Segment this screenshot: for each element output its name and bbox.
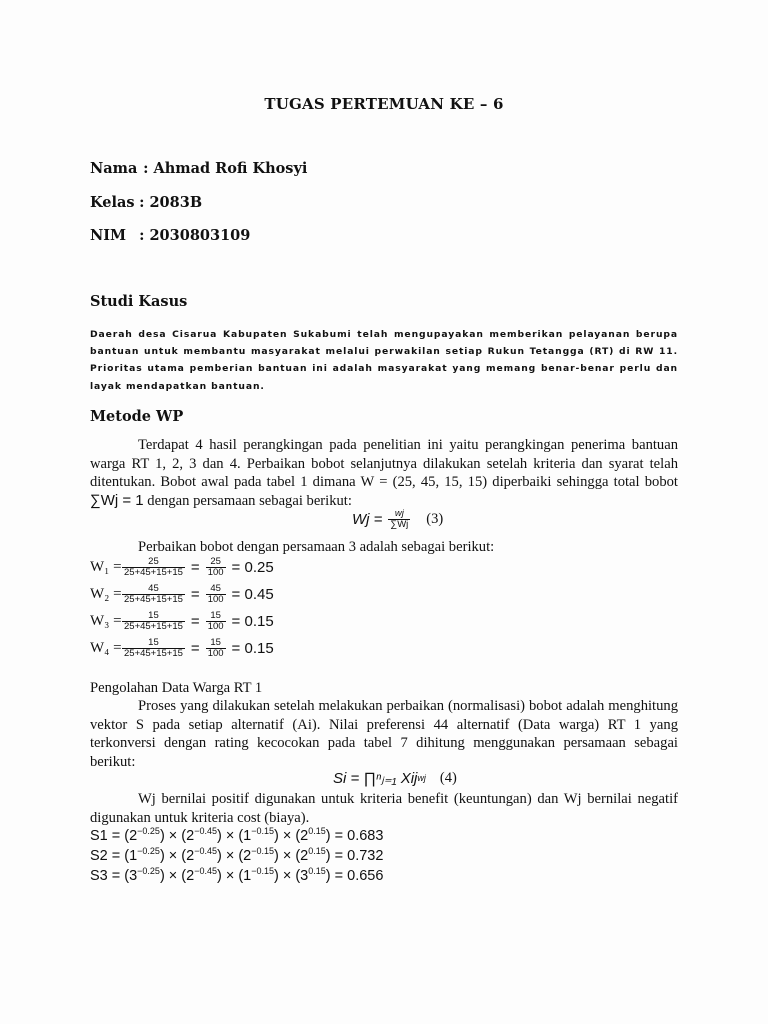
weight-fraction (122, 611, 185, 632)
nim-label: NIM (90, 227, 127, 244)
weight-denominator-simplified: 100 (207, 594, 224, 605)
s-mid: ) × (1 (216, 868, 252, 884)
eq3-denominator: ∑Wj (390, 519, 409, 530)
page-title: TUGAS PERTEMUAN KE – 6 (264, 95, 504, 113)
wp-intro-paragraph (90, 436, 678, 510)
weight-numerator: 15 (148, 610, 159, 621)
weight-label: W₁ = (90, 559, 122, 575)
s-result: ) = 0.683 (325, 828, 384, 844)
weight-numerator-simplified: 25 (210, 556, 221, 567)
s-exp: −0.25 (137, 866, 160, 876)
weight-row: W₃ = $\frac{15}{25+45+15+15}$ = $\frac{15}{100}$ = 0.15 (90, 610, 274, 632)
case-study-text: Daerah desa Cisarua Kabupaten Sukabumi telah mengupayakan memberikan pelayanan berupa bantuan untuk membantu masyarakat melalui perwakilan setiap Rukun Tetangga (RT) di RW 11. Prioritas utama pemberian bantuan ini adalah masyarakat yang memang benar-benar perlu dan layak mendapatkan bantuan. (90, 329, 678, 392)
weight-numerator: 15 (148, 637, 159, 648)
s-mid: ) × (2 (216, 848, 252, 864)
weight-denominator: 25+45+15+15 (124, 594, 183, 605)
sum-weights-formula: ∑Wj = 1 (90, 491, 144, 509)
weight-fraction-simplified (206, 584, 226, 605)
s-exp: 0.15 (308, 866, 326, 876)
weight-denominator: 25+45+15+15 (124, 567, 183, 578)
weight-denominator: 25+45+15+15 (124, 648, 183, 659)
wp-heading: Metode WP (90, 408, 184, 425)
s-mid: ) × (2 (274, 828, 309, 844)
s-exp: −0.45 (194, 826, 217, 836)
s-lhs: S3 = (3 (90, 868, 138, 884)
eq4-number: (4) (439, 769, 457, 786)
s-result: ) = 0.656 (325, 868, 384, 884)
weight-row: W₄ = $\frac{15}{25+45+15+15}$ = $\frac{15}{100}$ = 0.15 (90, 637, 274, 659)
eq3-numerator: wj (394, 508, 404, 519)
weight-numerator: 45 (148, 583, 159, 594)
nim-value: : 2030803109 (139, 227, 251, 244)
s-exp: −0.45 (194, 846, 217, 856)
weight-numerator: 25 (148, 556, 159, 567)
wp-intro-text-end: dengan persamaan sebagai berikut: (147, 492, 352, 509)
s-vector-row (90, 866, 383, 884)
s-mid: ) × (2 (159, 868, 195, 884)
student-name-row (90, 160, 307, 177)
s-mid: ) × (1 (216, 828, 252, 844)
weight-fraction-simplified (206, 611, 226, 632)
weight-fix-text: Perbaikan bobot dengan persamaan 3 adalah sebagai berikut: (138, 539, 495, 555)
weight-row: W₂ = $\frac{45}{25+45+15+15}$ = $\frac{45}{100}$ = 0.45 (90, 583, 274, 605)
eq3-number: (3) (426, 511, 444, 527)
student-class-row (90, 194, 202, 211)
s-mid: ) × (2 (274, 848, 309, 864)
equation-4 (333, 769, 457, 787)
student-nim-row (90, 227, 250, 244)
weight-fraction (122, 638, 185, 659)
wj-text: Wj bernilai positif digunakan untuk kriteria benefit (keuntungan) dan Wj bernilai negatif digunakan untuk kriteria cost (biaya). (90, 791, 678, 826)
eq3-lhs: Wj = (352, 511, 383, 528)
weight-result: = 0.15 (231, 613, 274, 630)
equation-3 (352, 509, 443, 530)
weight-numerator-simplified: 45 (210, 583, 221, 594)
weight-label: W₂ = (90, 586, 122, 602)
s-mid: ) × (2 (159, 828, 195, 844)
s-mid: ) × (2 (159, 848, 195, 864)
s-vector-row (90, 826, 383, 844)
s-lhs: S1 = (2 (90, 828, 138, 844)
case-study-heading: Studi Kasus (90, 293, 188, 310)
weight-fraction-simplified (206, 557, 226, 578)
s-exp: 0.15 (308, 846, 326, 856)
rt1-text: Proses yang dilakukan setelah melakukan perbaikan (normalisasi) bobot adalah menghitung vektor S pada setiap alternatif (Ai). Nilai preferensi 44 alternatif (Data warga) RT 1 yang terkonversi dengan rating kecocokan pada tabel 7 dihitung menggunakan persamaan sebagai berikut: (90, 698, 678, 770)
weight-result: = 0.25 (231, 559, 274, 576)
rt1-heading: Pengolahan Data Warga RT 1 (90, 680, 263, 696)
class-label: Kelas (90, 194, 135, 211)
weight-result: = 0.15 (231, 640, 274, 657)
s-mid: ) × (3 (274, 868, 309, 884)
weight-denominator-simplified: 100 (207, 567, 224, 578)
s-exp: −0.15 (251, 846, 274, 856)
weight-numerator-simplified: 15 (210, 610, 221, 621)
class-value: : 2083B (139, 194, 203, 211)
wp-intro-text: Terdapat 4 hasil perangkingan pada penelitian ini yaitu perangkingan penerima bantuan warga RT 1, 2, 3 dan 4. Perbaikan bobot selanjutnya dilakukan setelah kriteria dan syarat telah ditentukan. Bobot awal pada tabel 1 dimana W = (25, 45, 15, 15) diperbaiki sehingga total bobot (90, 437, 678, 491)
weight-denominator-simplified: 100 (207, 648, 224, 659)
weight-result: = 0.45 (231, 586, 274, 603)
s-lhs: S2 = (1 (90, 848, 138, 864)
s-result: ) = 0.732 (325, 848, 384, 864)
s-vector-row (90, 846, 383, 864)
eq4-formula: Si = ∏ⁿⱼ₌₁ Xij (333, 770, 418, 787)
name-value: : Ahmad Rofi Khosyi (143, 160, 308, 177)
eq3-fraction (388, 509, 410, 530)
name-label: Nama (90, 160, 138, 177)
s-exp: −0.15 (251, 826, 274, 836)
weight-label: W₃ = (90, 613, 122, 629)
weight-label: W₄ = (90, 640, 122, 656)
s-exp: 0.15 (308, 826, 326, 836)
wj-paragraph (90, 790, 678, 827)
s-exp: −0.25 (137, 846, 160, 856)
rt1-paragraph (90, 697, 678, 771)
weight-fix-intro (90, 538, 678, 557)
weight-numerator-simplified: 15 (210, 637, 221, 648)
s-exp: −0.45 (194, 866, 217, 876)
weight-denominator: 25+45+15+15 (124, 621, 183, 632)
s-exp: −0.25 (137, 826, 160, 836)
weight-fraction (122, 557, 185, 578)
weight-fraction (122, 584, 185, 605)
weight-denominator-simplified: 100 (207, 621, 224, 632)
s-exp: −0.15 (251, 866, 274, 876)
weight-fraction-simplified (206, 638, 226, 659)
weight-row: W₁ = $\frac{25}{25+45+15+15}$ = $\frac{25}{100}$ = 0.25 (90, 556, 274, 578)
eq4-exponent: wj (417, 773, 426, 783)
